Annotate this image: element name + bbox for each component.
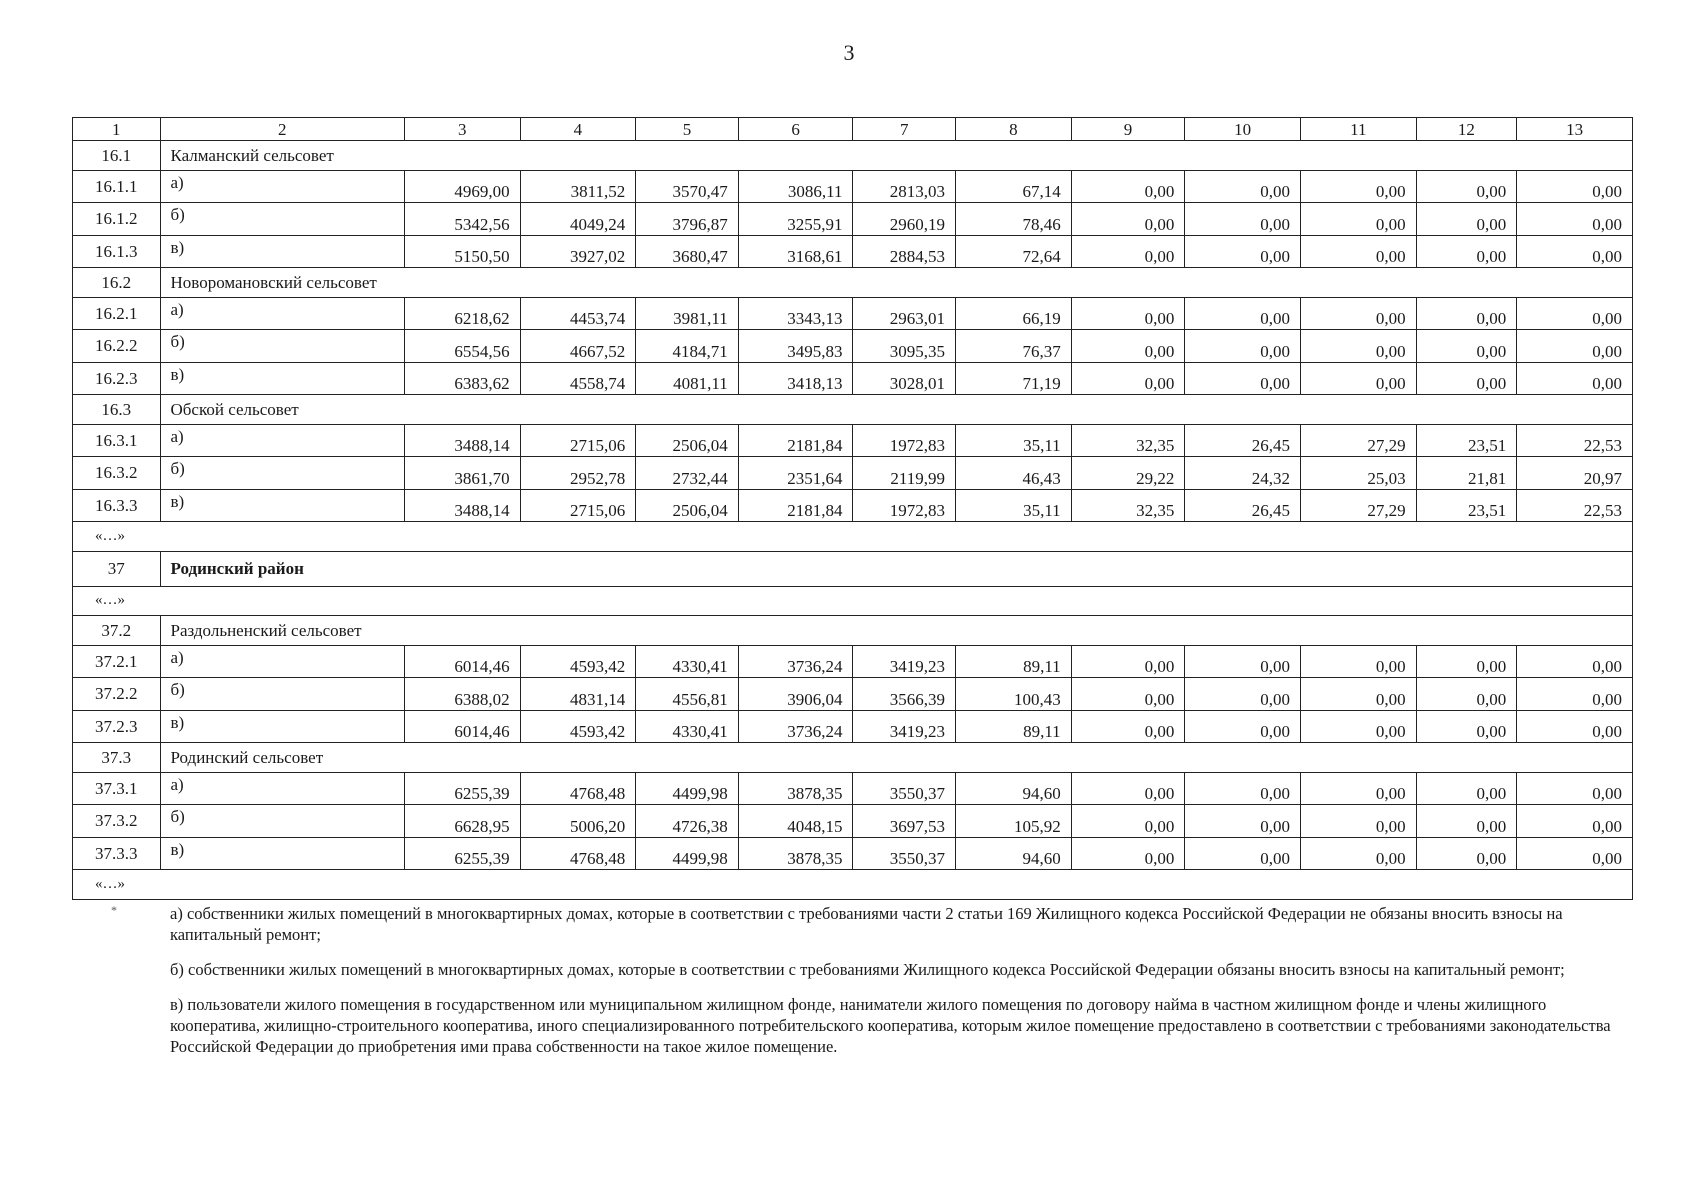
table-row <box>73 297 1633 330</box>
table-row <box>73 710 1633 743</box>
row-category-cell: в) <box>160 489 404 522</box>
value-cell: 0,00 <box>1071 645 1185 678</box>
value-cell: 3878,35 <box>738 772 853 805</box>
table-row <box>73 678 1633 711</box>
value-cell: 105,92 <box>956 805 1072 838</box>
value-cell: 0,00 <box>1071 330 1185 363</box>
table-row <box>73 235 1633 268</box>
value-cell: 0,00 <box>1185 170 1301 203</box>
value-cell: 0,00 <box>1416 710 1517 743</box>
ellipsis-row <box>73 586 1633 616</box>
value-cell: 0,00 <box>1300 678 1416 711</box>
value-cell: 0,00 <box>1185 772 1301 805</box>
value-cell: 0,00 <box>1300 170 1416 203</box>
row-code-cell: 16.1.2 <box>73 203 161 236</box>
value-cell: 76,37 <box>956 330 1072 363</box>
value-cell: 4453,74 <box>520 297 636 330</box>
value-cell: 0,00 <box>1185 297 1301 330</box>
value-cell: 4081,11 <box>636 362 739 395</box>
value-cell: 2715,06 <box>520 489 636 522</box>
value-cell: 29,22 <box>1071 457 1185 490</box>
ellipsis-row <box>73 522 1633 552</box>
value-cell: 1972,83 <box>853 489 956 522</box>
table-row <box>73 457 1633 490</box>
value-cell: 22,53 <box>1517 489 1633 522</box>
value-cell: 0,00 <box>1416 235 1517 268</box>
value-cell: 2884,53 <box>853 235 956 268</box>
value-cell: 6014,46 <box>404 645 520 678</box>
value-cell: 0,00 <box>1416 203 1517 236</box>
value-cell: 0,00 <box>1300 645 1416 678</box>
value-cell: 4593,42 <box>520 710 636 743</box>
section-code-cell: 16.3 <box>73 395 161 425</box>
value-cell: 3878,35 <box>738 837 853 870</box>
value-cell: 3343,13 <box>738 297 853 330</box>
value-cell: 3488,14 <box>404 489 520 522</box>
value-cell: 6255,39 <box>404 837 520 870</box>
value-cell: 3488,14 <box>404 424 520 457</box>
footnote-marker: * <box>111 903 117 917</box>
section-row <box>73 268 1633 298</box>
section-row <box>73 616 1633 646</box>
value-cell: 1972,83 <box>853 424 956 457</box>
value-cell: 0,00 <box>1416 330 1517 363</box>
value-cell: 0,00 <box>1300 837 1416 870</box>
value-cell: 4048,15 <box>738 805 853 838</box>
value-cell: 4969,00 <box>404 170 520 203</box>
value-cell: 0,00 <box>1185 235 1301 268</box>
value-cell: 4499,98 <box>636 837 739 870</box>
row-category-cell: б) <box>160 678 404 711</box>
column-header: 10 <box>1185 118 1301 141</box>
value-cell: 26,45 <box>1185 424 1301 457</box>
value-cell: 0,00 <box>1517 235 1633 268</box>
value-cell: 4558,74 <box>520 362 636 395</box>
value-cell: 3095,35 <box>853 330 956 363</box>
value-cell: 67,14 <box>956 170 1072 203</box>
value-cell: 2960,19 <box>853 203 956 236</box>
row-code-cell: 37.3.1 <box>73 772 161 805</box>
column-header: 1 <box>73 118 161 141</box>
value-cell: 2506,04 <box>636 489 739 522</box>
value-cell: 2351,64 <box>738 457 853 490</box>
value-cell: 3570,47 <box>636 170 739 203</box>
column-header: 4 <box>520 118 636 141</box>
section-title-cell: Обской сельсовет <box>160 395 1633 425</box>
value-cell: 3736,24 <box>738 645 853 678</box>
ellipsis-cell: «…» <box>73 522 1633 552</box>
value-cell: 21,81 <box>1416 457 1517 490</box>
value-cell: 0,00 <box>1185 710 1301 743</box>
row-code-cell: 37.3.3 <box>73 837 161 870</box>
column-header: 12 <box>1416 118 1517 141</box>
value-cell: 78,46 <box>956 203 1072 236</box>
ellipsis-cell: «…» <box>73 870 1633 900</box>
value-cell: 6628,95 <box>404 805 520 838</box>
value-cell: 3927,02 <box>520 235 636 268</box>
value-cell: 22,53 <box>1517 424 1633 457</box>
ellipsis-row <box>73 870 1633 900</box>
section-title-cell: Родинский сельсовет <box>160 743 1633 773</box>
value-cell: 0,00 <box>1185 203 1301 236</box>
value-cell: 3697,53 <box>853 805 956 838</box>
row-code-cell: 16.3.2 <box>73 457 161 490</box>
row-category-cell: в) <box>160 837 404 870</box>
row-category-cell: а) <box>160 424 404 457</box>
value-cell: 6014,46 <box>404 710 520 743</box>
value-cell: 0,00 <box>1517 645 1633 678</box>
value-cell: 0,00 <box>1300 203 1416 236</box>
row-code-cell: 16.1.3 <box>73 235 161 268</box>
value-cell: 27,29 <box>1300 489 1416 522</box>
value-cell: 3736,24 <box>738 710 853 743</box>
value-cell: 2715,06 <box>520 424 636 457</box>
value-cell: 0,00 <box>1300 772 1416 805</box>
row-category-cell: а) <box>160 170 404 203</box>
value-cell: 3418,13 <box>738 362 853 395</box>
value-cell: 4768,48 <box>520 837 636 870</box>
value-cell: 0,00 <box>1185 362 1301 395</box>
page-number: 3 <box>843 40 855 65</box>
value-cell: 0,00 <box>1517 805 1633 838</box>
row-category-cell: б) <box>160 203 404 236</box>
value-cell: 6218,62 <box>404 297 520 330</box>
table-row <box>73 362 1633 395</box>
value-cell: 3168,61 <box>738 235 853 268</box>
section-code-cell: 16.2 <box>73 268 161 298</box>
value-cell: 4184,71 <box>636 330 739 363</box>
value-cell: 2732,44 <box>636 457 739 490</box>
column-header: 9 <box>1071 118 1185 141</box>
footnotes <box>170 903 1620 1071</box>
row-code-cell: 16.2.3 <box>73 362 161 395</box>
section-title-cell: Раздольненский сельсовет <box>160 616 1633 646</box>
value-cell: 0,00 <box>1416 297 1517 330</box>
value-cell: 94,60 <box>956 837 1072 870</box>
value-cell: 2963,01 <box>853 297 956 330</box>
value-cell: 3495,83 <box>738 330 853 363</box>
value-cell: 0,00 <box>1071 362 1185 395</box>
row-category-cell: в) <box>160 710 404 743</box>
value-cell: 0,00 <box>1517 678 1633 711</box>
section-row <box>73 141 1633 171</box>
value-cell: 5006,20 <box>520 805 636 838</box>
district-row <box>73 551 1633 586</box>
row-category-cell: б) <box>160 457 404 490</box>
value-cell: 0,00 <box>1517 170 1633 203</box>
value-cell: 0,00 <box>1185 330 1301 363</box>
value-cell: 94,60 <box>956 772 1072 805</box>
value-cell: 3906,04 <box>738 678 853 711</box>
value-cell: 0,00 <box>1300 330 1416 363</box>
section-title-cell: Родинский район <box>160 551 1633 586</box>
value-cell: 0,00 <box>1185 805 1301 838</box>
value-cell: 23,51 <box>1416 424 1517 457</box>
table-row <box>73 170 1633 203</box>
value-cell: 32,35 <box>1071 424 1185 457</box>
column-header: 8 <box>956 118 1072 141</box>
row-category-cell: б) <box>160 805 404 838</box>
value-cell: 6383,62 <box>404 362 520 395</box>
value-cell: 35,11 <box>956 424 1072 457</box>
value-cell: 3419,23 <box>853 645 956 678</box>
value-cell: 3086,11 <box>738 170 853 203</box>
value-cell: 46,43 <box>956 457 1072 490</box>
value-cell: 6554,56 <box>404 330 520 363</box>
value-cell: 4330,41 <box>636 645 739 678</box>
value-cell: 0,00 <box>1416 805 1517 838</box>
value-cell: 0,00 <box>1416 837 1517 870</box>
footnote-a: а) собственники жилых помещений в многоквартирных домах, которые в соответствии с требованиями части 2 статьи 169 Жилищного кодекса Российской Федерации не обязаны вносить взносы на капитальный ремонт; <box>170 904 1563 944</box>
column-header: 11 <box>1300 118 1416 141</box>
value-cell: 0,00 <box>1517 203 1633 236</box>
row-code-cell: 16.1.1 <box>73 170 161 203</box>
value-cell: 66,19 <box>956 297 1072 330</box>
column-header: 13 <box>1517 118 1633 141</box>
table-row <box>73 424 1633 457</box>
value-cell: 4831,14 <box>520 678 636 711</box>
value-cell: 3255,91 <box>738 203 853 236</box>
value-cell: 2119,99 <box>853 457 956 490</box>
table-header-row <box>73 118 1633 141</box>
footnote-c: в) пользователи жилого помещения в государственном или муниципальном жилищном фонде, наниматели жилого помещения по договору найма в частном жилищном фонде и члены жилищного кооператива, жилищно-строительного кооператива, иного специализированного потребительского кооператива, которым жилое помещение предоставлено в соответствии с требованиями законодательства Российской Федерации до приобретения ими права собственности на такое жилое помещение. <box>170 995 1611 1056</box>
tariff-table <box>72 117 1633 900</box>
value-cell: 0,00 <box>1185 837 1301 870</box>
value-cell: 71,19 <box>956 362 1072 395</box>
value-cell: 4049,24 <box>520 203 636 236</box>
value-cell: 23,51 <box>1416 489 1517 522</box>
value-cell: 4667,52 <box>520 330 636 363</box>
column-header: 2 <box>160 118 404 141</box>
value-cell: 2506,04 <box>636 424 739 457</box>
value-cell: 0,00 <box>1416 362 1517 395</box>
value-cell: 3981,11 <box>636 297 739 330</box>
table-row <box>73 203 1633 236</box>
value-cell: 0,00 <box>1300 805 1416 838</box>
value-cell: 3550,37 <box>853 772 956 805</box>
value-cell: 0,00 <box>1185 678 1301 711</box>
value-cell: 0,00 <box>1517 362 1633 395</box>
table-row <box>73 645 1633 678</box>
value-cell: 0,00 <box>1071 678 1185 711</box>
value-cell: 89,11 <box>956 710 1072 743</box>
table-row <box>73 772 1633 805</box>
value-cell: 0,00 <box>1071 772 1185 805</box>
column-header: 3 <box>404 118 520 141</box>
value-cell: 89,11 <box>956 645 1072 678</box>
column-header: 5 <box>636 118 739 141</box>
value-cell: 5150,50 <box>404 235 520 268</box>
value-cell: 0,00 <box>1071 710 1185 743</box>
value-cell: 0,00 <box>1071 805 1185 838</box>
value-cell: 5342,56 <box>404 203 520 236</box>
row-category-cell: а) <box>160 645 404 678</box>
value-cell: 3566,39 <box>853 678 956 711</box>
value-cell: 0,00 <box>1416 645 1517 678</box>
value-cell: 0,00 <box>1517 297 1633 330</box>
row-code-cell: 37.2.3 <box>73 710 161 743</box>
value-cell: 3811,52 <box>520 170 636 203</box>
value-cell: 0,00 <box>1517 772 1633 805</box>
value-cell: 4593,42 <box>520 645 636 678</box>
value-cell: 3028,01 <box>853 362 956 395</box>
column-header: 6 <box>738 118 853 141</box>
value-cell: 3419,23 <box>853 710 956 743</box>
value-cell: 35,11 <box>956 489 1072 522</box>
value-cell: 0,00 <box>1071 837 1185 870</box>
footnote-b: б) собственники жилых помещений в многоквартирных домах, которые в соответствии с требованиями Жилищного кодекса Российской Федерации обязаны вносить взносы на капитальный ремонт; <box>170 960 1565 979</box>
table-row <box>73 330 1633 363</box>
value-cell: 2813,03 <box>853 170 956 203</box>
section-code-cell: 37.2 <box>73 616 161 646</box>
value-cell: 4726,38 <box>636 805 739 838</box>
value-cell: 72,64 <box>956 235 1072 268</box>
value-cell: 0,00 <box>1071 297 1185 330</box>
value-cell: 0,00 <box>1300 297 1416 330</box>
table-row <box>73 805 1633 838</box>
section-code-cell: 37.3 <box>73 743 161 773</box>
value-cell: 26,45 <box>1185 489 1301 522</box>
value-cell: 0,00 <box>1185 645 1301 678</box>
value-cell: 3680,47 <box>636 235 739 268</box>
value-cell: 0,00 <box>1517 837 1633 870</box>
value-cell: 2181,84 <box>738 424 853 457</box>
value-cell: 20,97 <box>1517 457 1633 490</box>
value-cell: 0,00 <box>1416 772 1517 805</box>
value-cell: 2952,78 <box>520 457 636 490</box>
value-cell: 0,00 <box>1071 235 1185 268</box>
row-category-cell: а) <box>160 772 404 805</box>
row-code-cell: 37.2.1 <box>73 645 161 678</box>
row-code-cell: 16.3.1 <box>73 424 161 457</box>
value-cell: 2181,84 <box>738 489 853 522</box>
row-code-cell: 37.3.2 <box>73 805 161 838</box>
section-row <box>73 395 1633 425</box>
value-cell: 3861,70 <box>404 457 520 490</box>
value-cell: 24,32 <box>1185 457 1301 490</box>
row-code-cell: 37.2.2 <box>73 678 161 711</box>
row-code-cell: 16.2.2 <box>73 330 161 363</box>
section-code-cell: 37 <box>73 551 161 586</box>
column-header: 7 <box>853 118 956 141</box>
value-cell: 0,00 <box>1071 170 1185 203</box>
value-cell: 4330,41 <box>636 710 739 743</box>
row-code-cell: 16.3.3 <box>73 489 161 522</box>
value-cell: 4768,48 <box>520 772 636 805</box>
value-cell: 4499,98 <box>636 772 739 805</box>
value-cell: 0,00 <box>1300 235 1416 268</box>
section-row <box>73 743 1633 773</box>
value-cell: 0,00 <box>1071 203 1185 236</box>
value-cell: 0,00 <box>1416 678 1517 711</box>
value-cell: 32,35 <box>1071 489 1185 522</box>
value-cell: 100,43 <box>956 678 1072 711</box>
row-category-cell: в) <box>160 362 404 395</box>
section-title-cell: Новоромановский сельсовет <box>160 268 1633 298</box>
value-cell: 27,29 <box>1300 424 1416 457</box>
row-code-cell: 16.2.1 <box>73 297 161 330</box>
value-cell: 0,00 <box>1416 170 1517 203</box>
table-row <box>73 489 1633 522</box>
value-cell: 6255,39 <box>404 772 520 805</box>
row-category-cell: в) <box>160 235 404 268</box>
section-code-cell: 16.1 <box>73 141 161 171</box>
value-cell: 0,00 <box>1517 710 1633 743</box>
value-cell: 0,00 <box>1517 330 1633 363</box>
section-title-cell: Калманский сельсовет <box>160 141 1633 171</box>
value-cell: 3796,87 <box>636 203 739 236</box>
table-row <box>73 837 1633 870</box>
value-cell: 3550,37 <box>853 837 956 870</box>
row-category-cell: б) <box>160 330 404 363</box>
value-cell: 25,03 <box>1300 457 1416 490</box>
row-category-cell: а) <box>160 297 404 330</box>
table-body <box>73 118 1633 900</box>
value-cell: 6388,02 <box>404 678 520 711</box>
value-cell: 0,00 <box>1300 710 1416 743</box>
value-cell: 0,00 <box>1300 362 1416 395</box>
value-cell: 4556,81 <box>636 678 739 711</box>
ellipsis-cell: «…» <box>73 586 1633 616</box>
